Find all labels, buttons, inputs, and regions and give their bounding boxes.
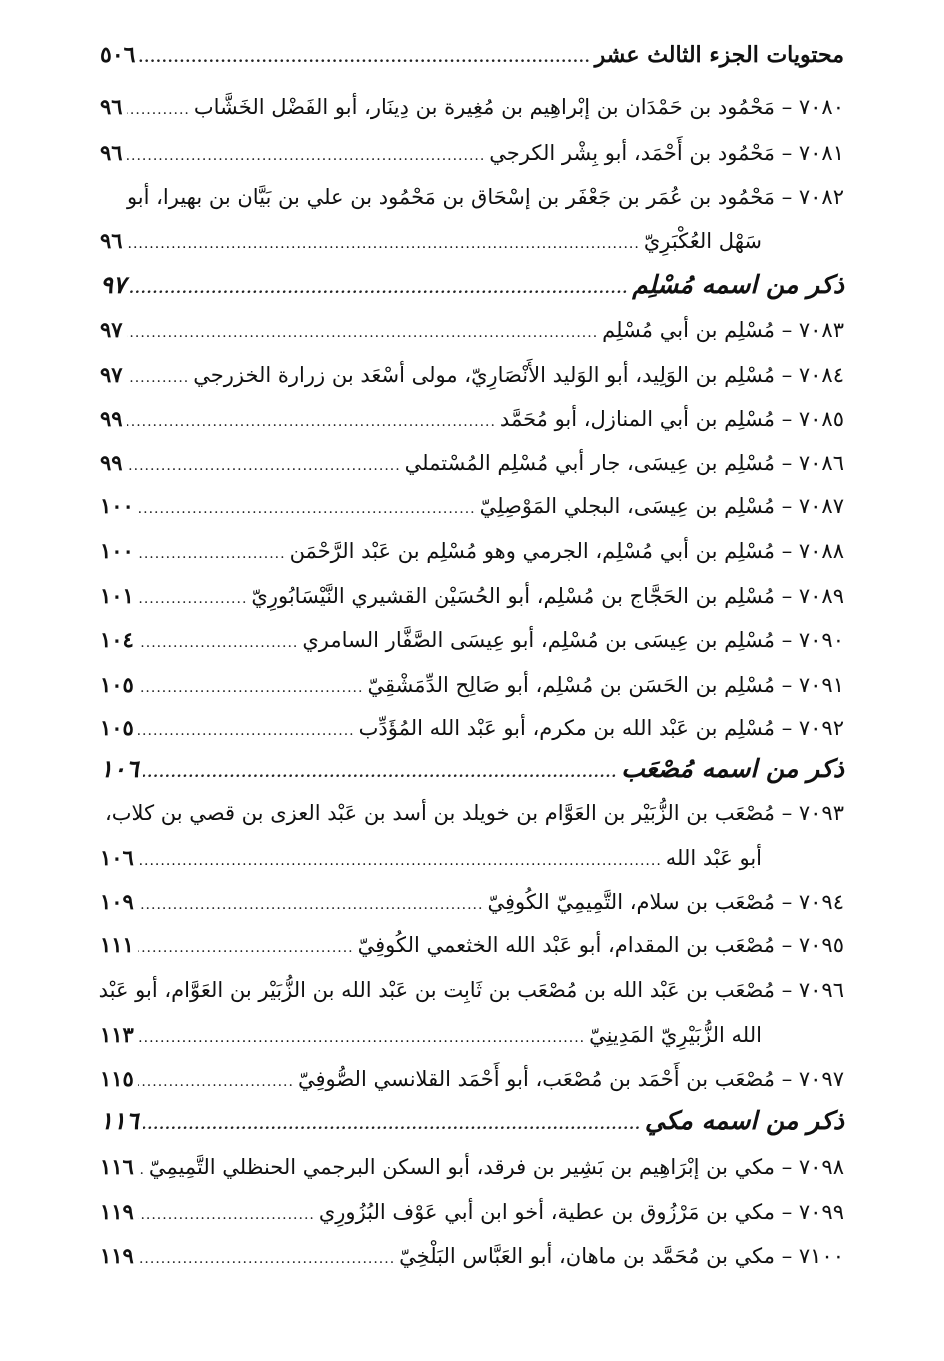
entry-number: ٧٠٩٦ (798, 978, 844, 1002)
leader-dots (127, 318, 599, 348)
toc-entry (100, 182, 844, 212)
entry-page: ١١٣ (100, 1022, 134, 1047)
leader-dots (127, 407, 496, 437)
leader-dots (127, 141, 486, 171)
entry-number: ٧٠٨٩ (798, 584, 844, 608)
entry-page: ١١٩ (100, 1243, 134, 1268)
toc-entry (100, 1152, 844, 1185)
entry-page: ٩٦ (100, 94, 123, 119)
leader-dots (127, 229, 640, 259)
toc-entry-continuation (100, 1020, 844, 1053)
toc-entry-continuation (100, 226, 844, 259)
entry-number: ٧٠٩٨ (798, 1155, 844, 1179)
entry-number: ٧٠٨٠ (798, 95, 844, 119)
header-title: محتويات الجزء الثالث عشر (594, 42, 844, 68)
leader-dots (138, 673, 364, 703)
entry-title: مَحْمُود بن حَمْدَان بن إبْراهِيم بن مُغِيرة بن دِينَار، أبو الفَضْل الخَشَّاب (193, 95, 776, 119)
toc-entry (100, 491, 844, 524)
entry-number: ٧٠٨٧ (798, 494, 844, 518)
leader-dots (143, 1110, 641, 1140)
entry-title: مُسْلِم بن الوَلِيد، أبو الوَليد الأَنْصَارِيّ، مولى أسْعَد بن زرارة الخزرجي (193, 363, 776, 387)
entry-page: ٩٦ (100, 228, 123, 253)
entry-title: مُسْلِم بن أبي مُسْلِم (602, 318, 776, 342)
entry-separator: – (775, 978, 799, 1002)
entry-separator: – (775, 673, 799, 697)
entry-title: مُصْعَب بن المقدام، أبو عَبْد الله الخثعمي الكُوفِيّ (357, 933, 776, 957)
entry-separator: – (775, 890, 799, 914)
entry-title: مُصْعَب بن عَبْد الله بن مُصْعَب بن ثَابِت بن عَبْد الله بن الزُّبَيْر بن العَوَّام، أبو عَبْد (98, 978, 776, 1002)
entry-page: ١٠٩ (100, 889, 134, 914)
entry-number: ٧٠٩٥ (798, 933, 844, 957)
entry-separator: – (775, 95, 799, 119)
entry-separator: – (775, 141, 799, 165)
toc-entry (100, 92, 844, 125)
entry-number: ٧٠٨٤ (798, 363, 844, 387)
entry-page: ١٠٦ (100, 845, 134, 870)
section-heading-page: ١٠٦ (100, 754, 139, 783)
leader-dots (138, 716, 355, 746)
toc-entry (100, 360, 844, 393)
leader-dots (138, 494, 476, 524)
entry-title: مُسْلِم بن أبي مُسْلِم، الجرمي وهو مُسْلِم بن عَبْد الرَّحْمَن (289, 539, 776, 563)
leader-dots (130, 274, 629, 304)
leader-dots (138, 933, 354, 963)
leader-dots (143, 758, 618, 788)
entry-page: ١١١ (100, 932, 134, 957)
toc-entry (100, 315, 844, 348)
entry-separator: – (775, 185, 799, 209)
entry-separator: – (775, 933, 799, 957)
entry-number: ٧٠٨٢ (798, 185, 844, 209)
entry-title: مَحْمُود بن عُمَر بن جَعْفَر بن إسْحَاق بن مَحْمُود بن علي بن بَيَّان بن بهيرا، أبو (126, 185, 776, 209)
entry-page: ١٠٤ (100, 627, 134, 652)
entry-number: ٧٠٨٨ (798, 539, 844, 563)
leader-dots (127, 451, 401, 481)
entry-page: ١٠٥ (100, 672, 134, 697)
section-heading (100, 754, 844, 788)
entry-title: مُصْعَب بن أَحْمَد بن مُصْعَب، أبو أَحْمَد القلانسي الصُّوفِيّ (297, 1067, 776, 1091)
leader-dots (138, 1067, 294, 1097)
page-header (100, 40, 844, 73)
toc-entry-continuation (100, 843, 844, 876)
leader-dots (138, 539, 286, 569)
entry-title: مُسْلِم بن عَبْد الله بن مكرم، أبو عَبْد الله المُؤَدِّب (358, 716, 776, 740)
entry-title-continuation: سَهْل العُكْبَرِيّ (643, 229, 762, 253)
leader-dots (138, 584, 248, 614)
entry-title: مَحْمُود بن أَحْمَد، أبو بِشْر الكرجي (489, 141, 776, 165)
section-heading (100, 270, 844, 304)
toc-entry (100, 625, 844, 658)
entry-separator: – (775, 1200, 799, 1224)
entry-page: ٩٦ (100, 140, 123, 165)
leader-dots (138, 846, 662, 876)
entry-number: ٧٠٨٥ (798, 407, 844, 431)
section-heading-page: ١١٦ (100, 1106, 139, 1135)
toc-entry (100, 1064, 844, 1097)
entry-number: ٧٠٩٧ (798, 1067, 844, 1091)
entry-page: ١٠٠ (100, 538, 134, 563)
entry-title: مُسْلِم بن الحَجَّاج بن مُسْلِم، أبو الحُسَيْن القشيري النَّيْسَابُورِيّ (251, 584, 776, 608)
entry-number: ٧٠٩٢ (798, 716, 844, 740)
entry-title-continuation: الله الزُّبَيْرِيّ المَدِينِيّ (589, 1023, 762, 1047)
section-heading-title: ذكر من اسمه مكي (644, 1106, 844, 1135)
toc-entry (100, 713, 844, 746)
entry-title: مكي بن مَرْزُوق بن عطية، أخو ابن أبي عَوْف البُزُورِي (318, 1200, 776, 1224)
entry-number: ٧٠٩٤ (798, 890, 844, 914)
entry-title: مُسْلِم بن الحَسَن بن مُسْلِم، أبو صَالِح الدِّمَشْقِيّ (367, 673, 776, 697)
leader-dots (138, 628, 299, 658)
toc-entry (100, 404, 844, 437)
entry-separator: – (775, 363, 799, 387)
entry-title: مُصْعَب بن الزُّبَيْر بن العَوَّام بن خويلد بن أسد بن عَبْد العزى بن قصي بن كلاب، (105, 801, 776, 825)
entry-number: ٧٠٩٩ (798, 1200, 844, 1224)
toc-entry (100, 1241, 844, 1274)
entry-number: ٧٠٨٦ (798, 451, 844, 475)
entry-separator: – (775, 584, 799, 608)
entry-separator: – (775, 801, 799, 825)
entry-number: ٧١٠٠ (798, 1244, 844, 1268)
entry-page: ١١٦ (100, 1154, 134, 1179)
leader-dots (138, 1023, 585, 1053)
entry-number: ٧٠٩١ (798, 673, 844, 697)
entry-separator: – (775, 1155, 799, 1179)
entry-page: ٩٧ (100, 317, 123, 342)
leader-dots (138, 1200, 315, 1230)
section-heading (100, 1106, 844, 1140)
entry-page: ١١٩ (100, 1199, 134, 1224)
entry-separator: – (775, 1067, 799, 1091)
section-heading-title: ذكر من اسمه مُسْلِم (632, 270, 844, 299)
toc-entry (100, 138, 844, 171)
leader-dots (138, 890, 484, 920)
leader-dots (127, 95, 190, 125)
entry-title: مُسْلِم بن عِيسَى، البجلي المَوْصِلِيّ (479, 494, 776, 518)
toc-entry (100, 798, 844, 828)
entry-number: ٧٠٨١ (798, 141, 844, 165)
entry-separator: – (775, 539, 799, 563)
entry-title: مُصْعَب بن سلام، التَّمِيمِيّ الكُوفِيّ (487, 890, 776, 914)
toc-entry (100, 887, 844, 920)
entry-page: ٩٩ (100, 406, 123, 431)
toc-entry (100, 930, 844, 963)
entry-number: ٧٠٩٠ (798, 628, 844, 652)
entry-number: ٧٠٩٣ (798, 801, 844, 825)
entry-separator: – (775, 318, 799, 342)
entry-page: ١١٥ (100, 1066, 134, 1091)
entry-title: مكي بن مُحَمَّد بن ماهان، أبو العَبَّاس البَلْخِيّ (399, 1244, 776, 1268)
toc-entry (100, 448, 844, 481)
entry-separator: – (775, 407, 799, 431)
entry-page: ١٠١ (100, 583, 134, 608)
entry-title: مُسْلِم بن أبي المنازل، أبو مُحَمَّد (499, 407, 776, 431)
toc-entry (100, 1197, 844, 1230)
entry-separator: – (775, 1244, 799, 1268)
header-page-number: ٥٠٦ (100, 42, 136, 68)
entry-page: ١٠٠ (100, 493, 134, 518)
leader-dots (127, 363, 190, 393)
section-heading-title: ذكر من اسمه مُصْعَب (621, 754, 844, 783)
entry-title-continuation: أبو عَبْد الله (665, 846, 762, 870)
entry-separator: – (775, 494, 799, 518)
entry-page: ٩٧ (100, 362, 123, 387)
entry-number: ٧٠٨٣ (798, 318, 844, 342)
leader-dots (139, 43, 590, 73)
entry-page: ٩٩ (100, 450, 123, 475)
leader-dots (138, 1155, 145, 1185)
entry-title: مُسْلِم بن عِيسَى بن مُسْلِم، أبو عِيسَى الصَّفَّار السامري (302, 628, 776, 652)
toc-entry (100, 975, 844, 1005)
section-heading-page: ٩٧ (100, 270, 126, 299)
toc-entry (100, 536, 844, 569)
entry-separator: – (775, 628, 799, 652)
leader-dots (138, 1244, 395, 1274)
toc-entry (100, 581, 844, 614)
toc-entry (100, 670, 844, 703)
entry-title: مُسْلِم بن عِيسَى، جار أبي مُسْلِم المُسْتملي (404, 451, 776, 475)
entry-separator: – (775, 451, 799, 475)
entry-page: ١٠٥ (100, 715, 134, 740)
entry-separator: – (775, 716, 799, 740)
entry-title: مكي بن إبْرَاهِيم بن بَشِير بن فرقد، أبو السكن البرجمي الحنظلي التَّمِيمِيّ (148, 1155, 776, 1179)
